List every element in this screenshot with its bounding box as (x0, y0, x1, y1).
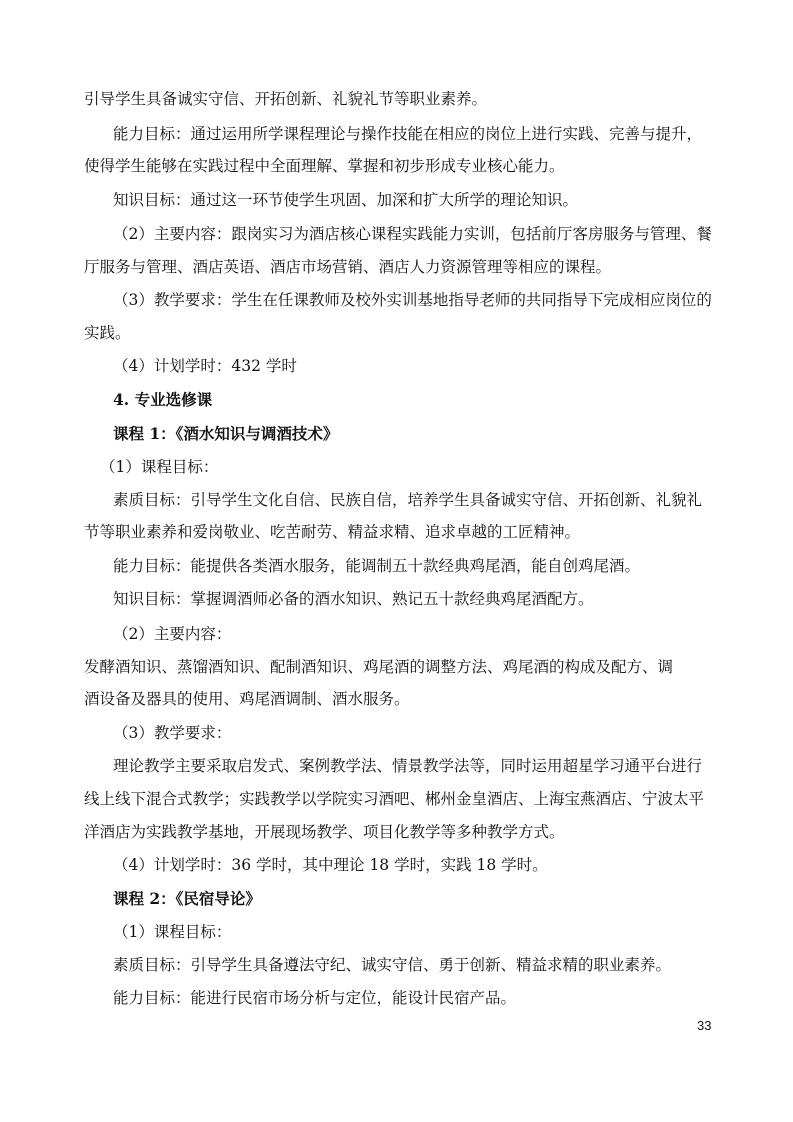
text-line: （2）主要内容：跟岗实习为酒店核心课程实践能力实训，包括前厅客房服务与管理、餐 (113, 225, 712, 243)
text-line: 发酵酒知识、蒸馏酒知识、配制酒知识、鸡尾酒的调整方法、鸡尾酒的构成及配方、调 (84, 658, 674, 676)
text-line: 素质目标：引导学生具备遵法守纪、诚实守信、勇于创新、精益求精的职业素养。 (113, 956, 672, 974)
text-line: 洋酒店为实践教学基地，开展现场教学、项目化教学等多种教学方式。 (84, 823, 565, 841)
text-line: （4）计划学时：432 学时 (113, 357, 297, 375)
text-line: 能力目标：能进行民宿市场分析与定位，能设计民宿产品。 (113, 989, 517, 1007)
text-line: 知识目标：掌握调酒师必备的酒水知识、熟记五十款经典鸡尾酒配方。 (113, 590, 594, 608)
text-line: 引导学生具备诚实守信、开拓创新、礼貌礼节等职业素养。 (84, 90, 488, 108)
text-line: （1）课程目标： (113, 923, 232, 941)
text-line: （4）计划学时：36 学时，其中理论 18 学时，实践 18 学时。 (113, 856, 548, 874)
text-line: 能力目标：通过运用所学课程理论与操作技能在相应的岗位上进行实践、完善与提升， (113, 125, 703, 143)
text-line: 能力目标：能提供各类酒水服务，能调制五十款经典鸡尾酒，能自创鸡尾酒。 (113, 557, 641, 575)
section-heading: 4. 专业选修课 (113, 390, 213, 409)
text-line: （3）教学要求：学生在任课教师及校外实训基地指导老师的共同指导下完成相应岗位的 (113, 291, 712, 309)
text-line: 酒设备及器具的使用、鸡尾酒调制、酒水服务。 (84, 690, 410, 708)
text-line: 厅服务与管理、酒店英语、酒店市场营销、酒店人力资源管理等相应的课程。 (84, 258, 612, 276)
page-number: 33 (697, 1018, 712, 1033)
text-line: （2）主要内容： (113, 625, 232, 643)
text-line: 素质目标：引导学生文化自信、民族自信，培养学生具备诚实守信、开拓创新、礼貌礼 (113, 491, 703, 509)
course-title: 课程 2：《民宿导论》 (113, 889, 261, 908)
text-line: 实践。 (84, 324, 131, 342)
text-line: 节等职业素养和爱岗敬业、吃苦耐劳、精益求精、追求卓越的工匠精神。 (84, 523, 581, 541)
text-line: 理论教学主要采取启发式、案例教学法、情景教学法等，同时运用超星学习通平台进行 (113, 757, 703, 775)
course-title: 课程 1：《酒水知识与调酒技术》 (113, 424, 339, 443)
text-line: 使得学生能够在实践过程中全面理解、掌握和初步形成专业核心能力。 (84, 157, 565, 175)
text-line: （3）教学要求： (113, 724, 232, 742)
text-line: 线上线下混合式教学；实践教学以学院实习酒吧、郴州金皇酒店、上海宝燕酒店、宁波太平 (84, 790, 705, 808)
text-line: （1）课程目标： (100, 458, 219, 476)
text-line: 知识目标：通过这一环节使学生巩固、加深和扩大所学的理论知识。 (113, 191, 579, 209)
